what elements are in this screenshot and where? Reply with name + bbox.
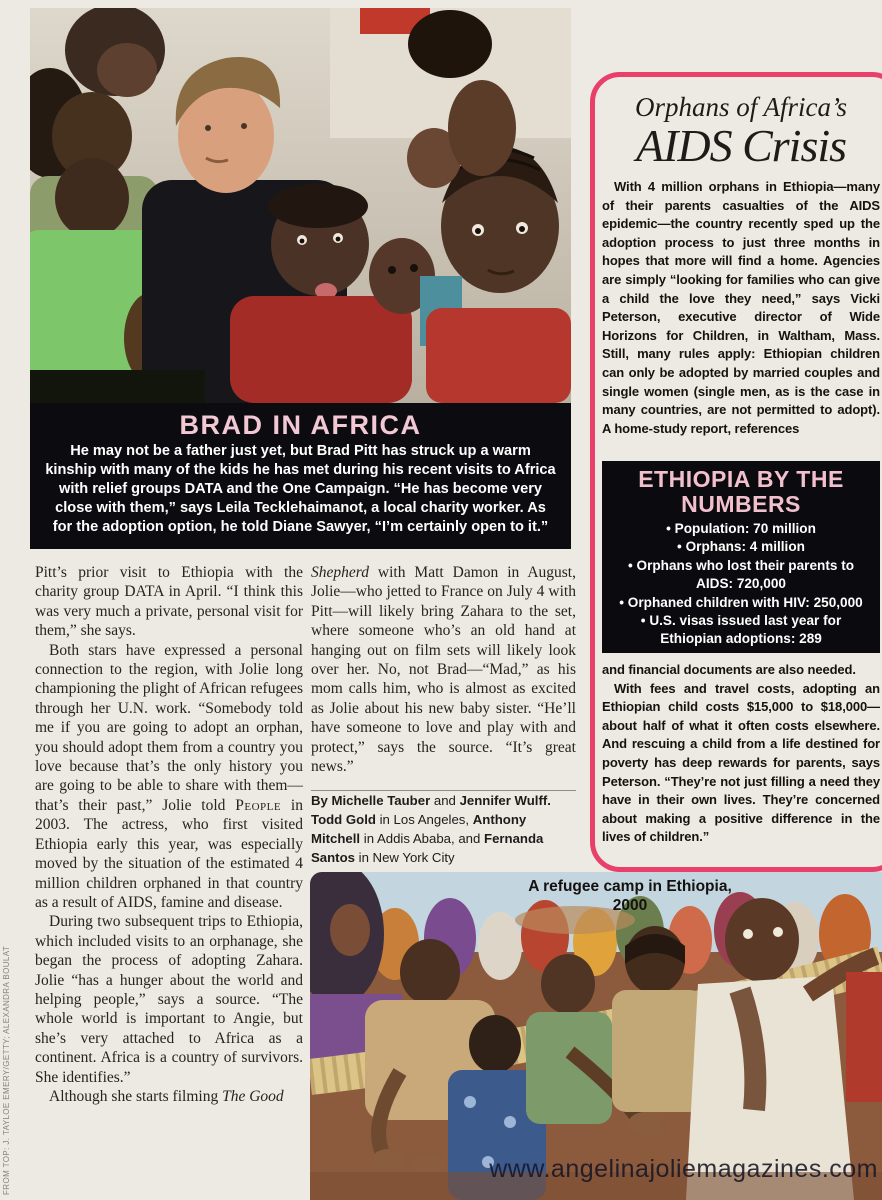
numbers-item: • Population: 70 million xyxy=(610,520,872,538)
watermark: www.angelinajoliemagazines.com xyxy=(489,1155,878,1183)
numbers-item: • U.S. visas issued last year for Ethiopian adoptions: 289 xyxy=(610,612,872,649)
paragraph-text: with Matt Damon in August, Jolie—who jetted to France on July 4 with Pitt—will likely bring Zahara to the set, where someone who’s an old hand at hanging out on film sets will likely look over her. No, not Brad—“Mad,” as his mom calls him, who is almost as excited as Jolie about his new baby sister. “He’ll have someone to love and play with and protect,” says the source. “It’s great news.” xyxy=(311,564,576,776)
sidebar-body-top xyxy=(602,178,880,438)
body-paragraph xyxy=(311,563,576,776)
callout-body: He may not be a father just yet, but Brad Pitt has struck up a warm kinship with many of the kids he has met during his recent visits to Africa with relief groups DATA and the One Campaign. “He has become very close with them,” says Leila Tecklehaimanot, a local charity worker. As for the adoption option, he told Diane Sawyer, “I’m certainly open to it.” xyxy=(45,443,556,535)
photo-caption: A refugee camp in Ethiopia, 2000 xyxy=(528,878,732,914)
numbers-item: • Orphans who lost their parents to AIDS: 720,000 xyxy=(610,557,872,594)
sidebar-title xyxy=(602,92,880,170)
body-paragraph: During two subsequent trips to Ethiopia, which included visits to an orphanage, she began the process of adopting Zahara. Jolie “has a hunger about the world and helping people,” says a source. “The whole world is important to Angie, but she’s very attached to Africa as a continent. Africa is a country of survivors. She identifies.” xyxy=(35,913,303,1086)
body-paragraph: Pitt’s prior visit to Ethiopia with the charity group DATA in April. “I think this was very much a private, personal visit for them,” she says. xyxy=(35,564,303,640)
byline-author: Fernanda Santos xyxy=(311,831,544,866)
movie-title-italic: The Good xyxy=(222,1087,284,1105)
red-shirt-boy xyxy=(230,296,412,403)
paragraph-text: Both stars have expressed a personal connection to the region, with Jolie long championing the plight of African refugees through her U.N. work. “Somebody told me if you are going to adopt an orphan, you should adopt them from a country you love because that’s the only history you are going to be able to share with them—that’s their past,” Jolie told xyxy=(35,641,303,814)
paragraph-text: in 2003. The actress, who first visited Ethiopia early this year, was especially moved by the situation of the estimated 4 million children orphaned in that country as a result of AIDS, famine and disease. xyxy=(35,796,303,911)
sidebar-paragraph: With fees and travel costs, adopting an Ethiopian child costs $15,000 to $18,000—about half of what it often costs elsewhere. And rescuing a child from a life destined for poverty has deep rewards for parents, says Peterson. “They’re not just filling a need they have in their own lives. They’re concerned about making a positive difference in the lives of children.” xyxy=(602,680,880,845)
numbers-item: • Orphans: 4 million xyxy=(610,538,872,556)
refugee-camp-photo xyxy=(310,872,882,1200)
sidebar-paragraph: With 4 million orphans in Ethiopia—many of their parents casualties of the AIDS epidemic—the country recently sped up the adoption process to just three months in hopes that more will find a home. Agencies are simply “looking for families who can give a child the love they need,” says Vicki Peterson, executive director of Wide Horizons for Children, in Waltham, Mass. Still, many rules apply: Ethiopian children can only be adopted by married couples and single women (single men, as is the case in many countries, are not permitted to adopt). A home-study report, references xyxy=(602,179,880,436)
paragraph-text: Although she starts filming xyxy=(49,1087,223,1105)
red-shirt-girl xyxy=(426,308,571,403)
movie-title-italic: Shepherd xyxy=(311,564,369,581)
red-clothing-edge xyxy=(846,972,882,1102)
white-shirt-boy xyxy=(725,898,799,982)
people-smallcaps: People xyxy=(235,796,282,814)
byline-author: By Michelle Tauber xyxy=(311,793,431,809)
numbers-item: • Orphaned children with HIV: 250,000 xyxy=(610,594,872,612)
byline-text: in Addis Ababa, and xyxy=(360,831,485,847)
byline-author: Anthony Mitchell xyxy=(311,812,527,847)
main-photo-art xyxy=(30,8,571,403)
sidebar-title-line1: Orphans of Africa’s xyxy=(634,92,848,122)
brad-pitt-with-children-photo xyxy=(30,8,571,403)
body-paragraph xyxy=(35,1087,303,1106)
numbers-box-title: ETHIOPIA BY THE NUMBERS xyxy=(638,466,844,517)
sidebar-body-bottom xyxy=(602,661,880,847)
sidebar-paragraph: and financial documents are also needed. xyxy=(602,662,856,677)
byline-author: Jennifer Wulff. Todd Gold xyxy=(311,793,551,828)
byline-text: and xyxy=(430,793,460,809)
ethiopia-numbers-box xyxy=(602,461,880,653)
refugee-photo-art xyxy=(310,872,882,1200)
numbers-list xyxy=(602,520,880,649)
callout-title: BRAD IN AFRICA xyxy=(179,410,422,440)
sidebar-title-line2: AIDS Crisis xyxy=(635,120,847,171)
body-paragraph xyxy=(35,641,303,913)
brad-in-africa-callout xyxy=(30,403,571,549)
byline-text: in Los Angeles, xyxy=(375,812,473,828)
byline-text: in New York City xyxy=(354,850,455,866)
photo-credit-vertical: FROM TOP: J. TAYLOE EMERY/GETTY; ALEXANDRA BOULAT xyxy=(2,945,11,1195)
byline xyxy=(311,791,576,867)
article-column-2 xyxy=(311,563,576,867)
tan-top-girl xyxy=(612,990,704,1112)
article-column-1 xyxy=(35,563,303,1106)
